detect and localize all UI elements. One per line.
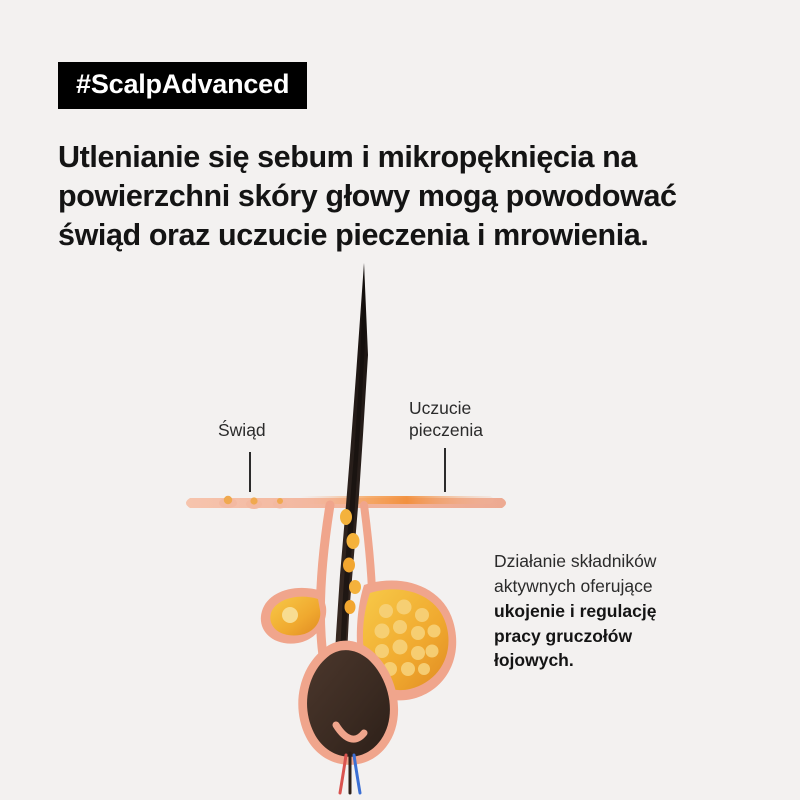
follicle-diagram-svg [150,255,550,795]
callout-line-3: ukojenie i regulację [494,600,657,621]
callout-line-5: łojowych. [494,650,574,671]
label-itch-text: Świąd [218,420,266,440]
callout-line-4: pracy gruczołów [494,625,633,646]
callout-text [494,549,744,673]
label-burning-line-2: pieczenia [409,420,483,441]
label-burning [409,397,483,442]
hashtag-badge: #ScalpAdvanced [58,62,307,109]
hair-follicle-illustration [150,255,550,795]
callout-line-1: Działanie składników [494,551,657,571]
leader-line-itch [249,452,251,492]
leader-line-burning [444,448,446,492]
sebaceous-gland-left [261,588,326,644]
label-burning-line-1: Uczucie [409,398,472,418]
label-itch [218,419,266,441]
page-title: Utlenianie się sebum i mikropęknięcia na powierzchni skóry głowy mogą powodować świąd oraz uczucie pieczenia i mrowienia. [58,140,677,253]
callout-line-2: aktywnych oferujące [494,575,653,596]
